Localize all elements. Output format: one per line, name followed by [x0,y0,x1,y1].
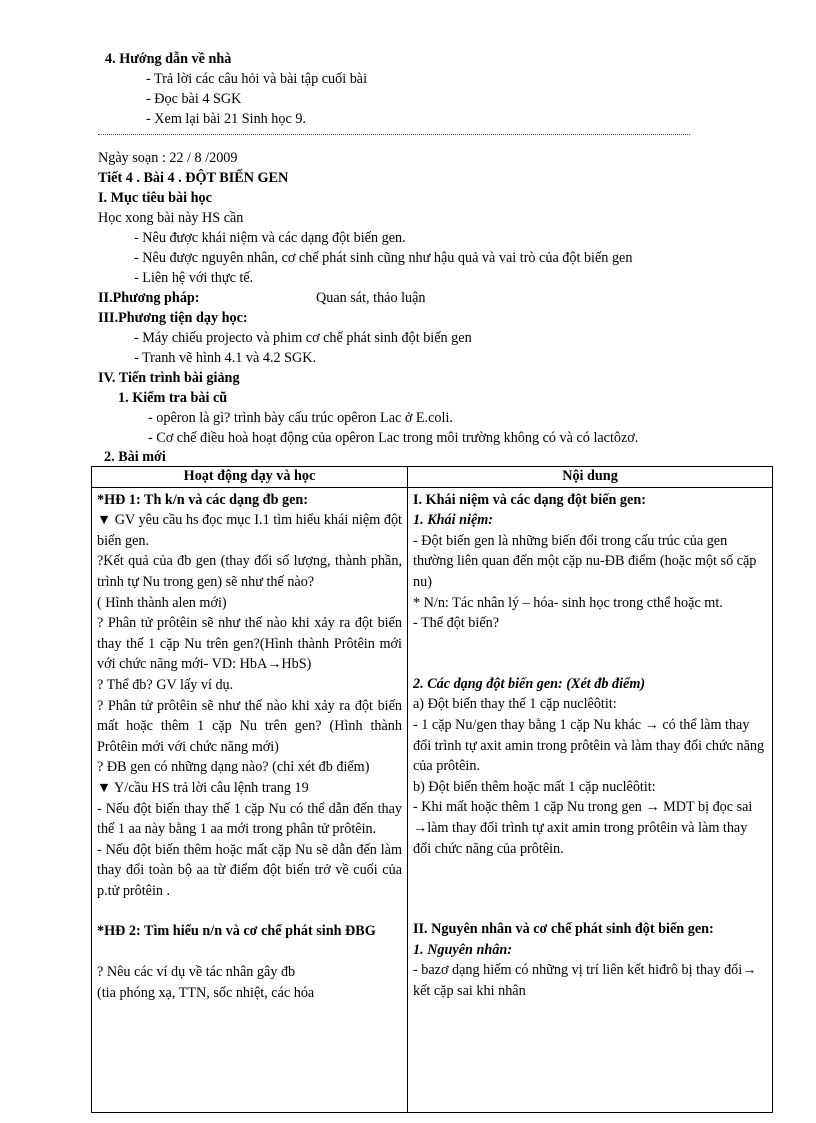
method-label: II.Phương pháp: [98,290,200,306]
homework-item: - Đọc bài 4 SGK [146,91,242,107]
content-text: * N/n: Tác nhân lý – hóa- sinh học trong cthể hoặc mt. [413,594,723,611]
content-text: - Đột biến gen là những biến đổi trong cấu trúc của gen thường liên quan đến một cặp nu-ĐB điểm (hoặc một số cặp nu) [413,532,757,590]
content-text: b) Đột biến thêm hoặc mất 1 cặp nuclêôtit: [413,778,656,795]
content-text: - Thể đột biến? [413,615,500,632]
objective-item: - Liên hệ với thực tế. [134,270,254,286]
activity-text: ?Kết quả của đb gen (thay đổi số lượng, thành phần, trình tự Nu trong gen) sẽ như thế nào? [97,553,402,590]
new-lesson-heading: 2. Bài mới [104,449,166,465]
activity-text: ▼ Y/cầu HS trả lời câu lệnh trang 19 [97,779,309,796]
homework-heading: 4. Hướng dẫn về nhà [105,51,232,67]
activity-text: ? Phân tử prôtêin sẽ như thế nào khi xảy ra đột biến thay thế 1 cặp Nu trên gen?(Hình thành Prôtêin mới với chức năng mới- VD: HbA→HbS) [97,615,402,673]
activity-text: - Nếu đột biến thêm hoặc mất cặp Nu sẽ dẫn đến làm thay đổi toàn bộ aa từ điểm đột biến trở về cuối của p.tử prôtêin . [97,841,402,899]
table-header-row [92,467,773,488]
activities-cell [92,487,408,1112]
activity-text: (tia phóng xạ, TTN, sốc nhiệt, các hóa [97,984,315,1001]
means-item: - Máy chiếu projecto và phim cơ chế phát sinh đột biến gen [134,330,472,346]
activity-text: ? Nêu các ví dụ về tác nhân gây đb [97,964,296,981]
content-cell [408,487,773,1112]
activity-text: ( Hình thành alen mới) [97,594,227,611]
process-heading: IV. Tiến trình bài giảng [98,370,240,386]
method-value: Quan sát, thảo luận [316,290,426,306]
content-subheading: 2. Các dạng đột biến gen: (Xét đb điểm) [413,675,646,692]
means-item: - Tranh vẽ hình 4.1 và 4.2 SGK. [134,350,317,366]
activity-text: ▼ GV yêu cầu hs đọc mục I.1 tìm hiểu khái niệm đột biến gen. [97,512,402,549]
check-item: - Cơ chế điều hoà hoạt động của opêron Lac trong môi trường không có và có lactôzơ. [148,430,639,446]
content-heading: II. Nguyên nhân và cơ chế phát sinh đột biến gen: [413,921,714,938]
means-heading: III.Phương tiện dạy học: [98,310,248,326]
objectives-heading: I. Mục tiêu bài học [98,190,212,206]
lesson-title: Tiết 4 . Bài 4 . ĐỘT BIẾN GEN [98,170,289,186]
activity-text: - Nếu đột biến thay thế 1 cặp Nu có thể dẫn đến thay thế 1 aa này bằng 1 aa mới trong phân tử prôtêin. [97,800,402,838]
table-row [92,487,773,1112]
check-item: - opêron là gì? trình bày cấu trúc opêron Lac ở E.coli. [148,410,453,426]
activity-heading: *HĐ 2: Tìm hiểu n/n và cơ chế phát sinh ĐBG [97,923,376,940]
homework-item: - Trả lời các câu hỏi và bài tập cuối bài [146,71,368,87]
activity-text: ? ĐB gen có những dạng nào? (chỉ xét đb điểm) [97,759,370,776]
content-subheading: 1. Nguyên nhân: [413,941,512,958]
content-text: - bazơ dạng hiếm có những vị trí liên kết hiđrô bị thay đổi→ kết cặp sai khi nhân [413,962,757,999]
activity-heading: *HĐ 1: Th k/n và các dạng đb gen: [97,491,309,508]
objective-item: - Nêu được nguyên nhân, cơ chế phát sinh cũng như hậu quả và vai trò của đột biến gen [134,250,633,266]
content-text: - Khi mất hoặc thêm 1 cặp Nu trong gen → MDT bị đọc sai →làm thay đổi trình tự axit amin trong prôtêin và làm thay đổi chức năng của prôtêin. [413,799,753,857]
lesson-table [91,466,773,1113]
content-subheading: 1. Khái niệm: [413,512,494,529]
content-heading: I. Khái niệm và các dạng đột biến gen: [413,491,646,508]
header-activities: Hoạt động dạy và học [92,467,408,488]
date-line: Ngày soạn : 22 / 8 /2009 [98,150,238,166]
objectives-intro: Học xong bài này HS cần [98,210,244,226]
content-text: a) Đột biến thay thế 1 cặp nuclêôtit: [413,696,617,713]
dotted-separator [98,134,690,135]
homework-item: - Xem lại bài 21 Sinh học 9. [146,111,306,127]
activity-text: ? Phân tử prôtêin sẽ như thế nào khi xảy ra đột biến mất hoặc thêm 1 cặp Nu trên gen? (Hình thành Prôtêin mới với chức năng mới) [97,697,402,755]
content-text: - 1 cặp Nu/gen thay bằng 1 cặp Nu khác → có thể làm thay đổi trình tự axit amin trong prôtêin và làm thay đổi chức năng của prôtêin. [413,716,765,775]
check-heading: 1. Kiểm tra bài cũ [118,390,228,406]
objective-item: - Nêu được khái niệm và các dạng đột biến gen. [134,230,406,246]
activity-text: ? Thể đb? GV lấy ví dụ. [97,676,234,693]
header-content: Nội dung [408,467,773,488]
